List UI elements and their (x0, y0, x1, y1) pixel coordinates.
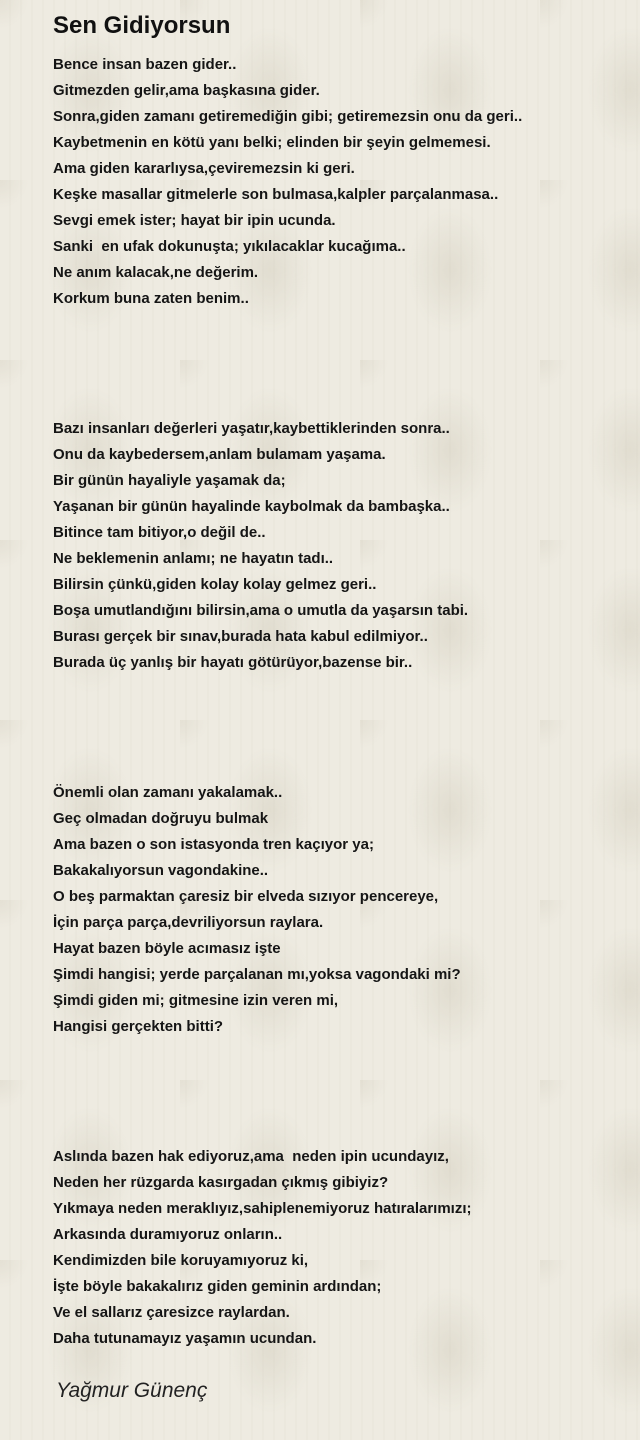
poem-line: Önemli olan zamanı yakalamak.. (53, 784, 283, 801)
poem-line: Keşke masallar gitmelerle son bulmasa,kalpler parçalanmasa.. (53, 186, 499, 203)
stanza-2 (53, 416, 623, 676)
poem-body (53, 52, 623, 1352)
poem-line: Ama bazen o son istasyonda tren kaçıyor ya; (53, 836, 374, 853)
poem-line: Sonra,giden zamanı getiremediğin gibi; getiremezsin onu da geri.. (53, 108, 523, 125)
poem-line: İçin parça parça,devriliyorsun raylara. (53, 914, 324, 931)
poem-line: Bakakalıyorsun vagondakine.. (53, 862, 269, 879)
stanza-4 (53, 1144, 623, 1352)
poem-line: Yaşanan bir günün hayalinde kaybolmak da bambaşka.. (53, 498, 450, 515)
poem-line: Bir günün hayaliyle yaşamak da; (53, 472, 286, 489)
poem-line: Bilirsin çünkü,giden kolay kolay gelmez geri.. (53, 576, 377, 593)
poem-line: Şimdi giden mi; gitmesine izin veren mi, (53, 992, 339, 1009)
poem-line: Sevgi emek ister; hayat bir ipin ucunda. (53, 212, 336, 229)
poem-line: Bazı insanları değerleri yaşatır,kaybettiklerinden sonra.. (53, 420, 450, 437)
poem-line: Geç olmadan doğruyu bulmak (53, 810, 269, 827)
poem-line: Gitmezden gelir,ama başkasına gider. (53, 82, 320, 99)
poem-line: Hangisi gerçekten bitti? (53, 1018, 224, 1035)
poem-line: Hayat bazen böyle acımasız işte (53, 940, 281, 957)
poem-line: Ne anım kalacak,ne değerim. (53, 264, 259, 281)
poem-line: Onu da kaybedersem,anlam bulamam yaşama. (53, 446, 386, 463)
poem-line: Neden her rüzgarda kasırgadan çıkmış gibiyiz? (53, 1174, 389, 1191)
poem-line: Ama giden kararlıysa,çeviremezsin ki geri. (53, 160, 355, 177)
poem-line: Burada üç yanlış bir hayatı götürüyor,bazense bir.. (53, 654, 413, 671)
poem-title: Sen Gidiyorsun (53, 12, 231, 39)
poem-line: Boşa umutlandığını bilirsin,ama o umutla da yaşarsın tabi. (53, 602, 469, 619)
poem-line: Kendimizden bile koruyamıyoruz ki, (53, 1252, 309, 1269)
stanza-3 (53, 780, 623, 1040)
poem-line: Burası gerçek bir sınav,burada hata kabul edilmiyor.. (53, 628, 428, 645)
poem-line: Bence insan bazen gider.. (53, 56, 237, 73)
poem-line: Arkasında duramıyoruz onların.. (53, 1226, 283, 1243)
poem-line: Ne beklemenin anlamı; ne hayatın tadı.. (53, 550, 334, 567)
poem-line: Ve el sallarız çaresizce raylardan. (53, 1304, 290, 1321)
poem-line: Sanki en ufak dokunuşta; yıkılacaklar kucağıma.. (53, 238, 406, 255)
poem-line: Yıkmaya neden meraklıyız,sahiplenemiyoruz hatıralarımızı; (53, 1200, 472, 1217)
poem-line: Daha tutunamayız yaşamın ucundan. (53, 1330, 317, 1347)
poem-line: Kaybetmenin en kötü yanı belki; elinden bir şeyin gelmemesi. (53, 134, 491, 151)
poem-line: O beş parmaktan çaresiz bir elveda sızıyor pencereye, (53, 888, 439, 905)
poem-line: Şimdi hangisi; yerde parçalanan mı,yoksa vagondaki mi? (53, 966, 461, 983)
poem-line: Korkum buna zaten benim.. (53, 290, 249, 307)
stanza-1 (53, 52, 623, 312)
poem-line: Bitince tam bitiyor,o değil de.. (53, 524, 266, 541)
poem-line: İşte böyle bakakalırız giden geminin ardından; (53, 1278, 382, 1295)
poem-line: Aslında bazen hak ediyoruz,ama neden ipin ucundayız, (53, 1148, 449, 1165)
author-name: Yağmur Günenç (56, 1379, 208, 1402)
